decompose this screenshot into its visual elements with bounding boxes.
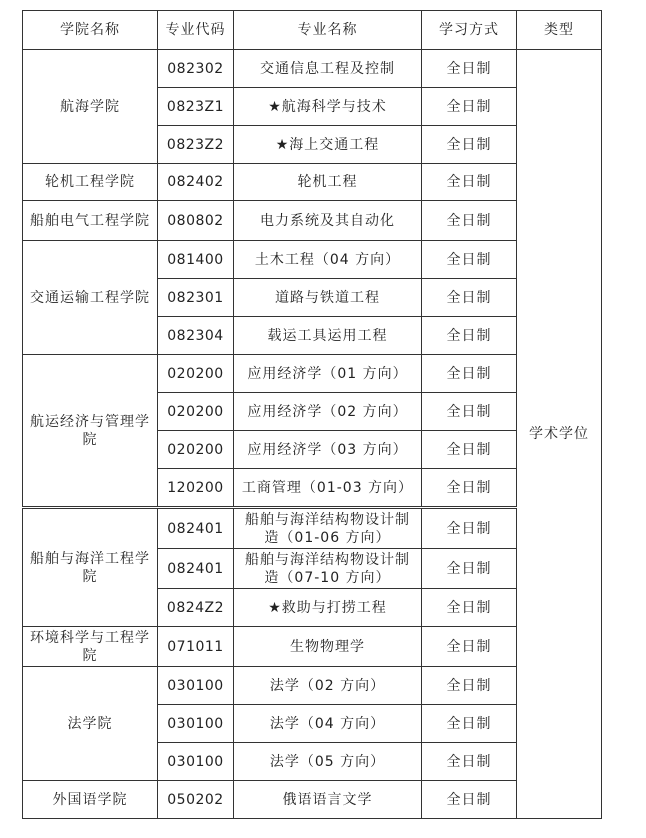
code-cell: 020200 (158, 355, 234, 393)
major-cell: 交通信息工程及控制 (234, 50, 422, 88)
table-row (23, 241, 602, 279)
code-cell: 082304 (158, 317, 234, 355)
college-cell: 船舶电气工程学院 (23, 201, 158, 241)
major-cell: 应用经济学（03 方向） (234, 431, 422, 469)
mode-cell: 全日制 (422, 667, 517, 705)
mode-cell: 全日制 (422, 164, 517, 201)
major-cell: 生物物理学 (234, 627, 422, 667)
header-code: 专业代码 (158, 11, 234, 50)
code-cell: 082401 (158, 549, 234, 589)
code-cell: 050202 (158, 781, 234, 819)
code-cell: 0824Z2 (158, 589, 234, 627)
major-cell: 法学（05 方向） (234, 743, 422, 781)
table-row (23, 627, 602, 667)
table-row (23, 355, 602, 393)
mode-cell: 全日制 (422, 201, 517, 241)
major-cell: ★海上交通工程 (234, 126, 422, 164)
college-cell: 交通运输工程学院 (23, 241, 158, 355)
major-cell: ★航海科学与技术 (234, 88, 422, 126)
mode-cell: 全日制 (422, 126, 517, 164)
code-cell: 030100 (158, 743, 234, 781)
college-cell: 航运经济与管理学院 (23, 355, 158, 508)
mode-cell: 全日制 (422, 627, 517, 667)
major-cell: 轮机工程 (234, 164, 422, 201)
major-cell: 道路与铁道工程 (234, 279, 422, 317)
mode-cell: 全日制 (422, 469, 517, 508)
college-cell: 法学院 (23, 667, 158, 781)
major-cell: ★救助与打捞工程 (234, 589, 422, 627)
table-row (23, 50, 602, 88)
table-row (23, 781, 602, 819)
code-cell: 0823Z1 (158, 88, 234, 126)
mode-cell: 全日制 (422, 508, 517, 549)
major-cell: 法学（04 方向） (234, 705, 422, 743)
type-cell: 学术学位 (517, 50, 602, 819)
major-cell: 应用经济学（02 方向） (234, 393, 422, 431)
mode-cell: 全日制 (422, 241, 517, 279)
major-cell: 船舶与海洋结构物设计制造（01-06 方向） (234, 508, 422, 549)
header-college: 学院名称 (23, 11, 158, 50)
mode-cell: 全日制 (422, 279, 517, 317)
code-cell: 080802 (158, 201, 234, 241)
code-cell: 120200 (158, 469, 234, 508)
mode-cell: 全日制 (422, 88, 517, 126)
major-cell: 载运工具运用工程 (234, 317, 422, 355)
code-cell: 071011 (158, 627, 234, 667)
code-cell: 030100 (158, 667, 234, 705)
code-cell: 081400 (158, 241, 234, 279)
mode-cell: 全日制 (422, 781, 517, 819)
major-cell: 工商管理（01-03 方向） (234, 469, 422, 508)
table-row (23, 667, 602, 705)
mode-cell: 全日制 (422, 589, 517, 627)
major-cell: 应用经济学（01 方向） (234, 355, 422, 393)
college-cell: 船舶与海洋工程学院 (23, 508, 158, 627)
mode-cell: 全日制 (422, 355, 517, 393)
mode-cell: 全日制 (422, 549, 517, 589)
table-row (23, 201, 602, 241)
table-row (23, 164, 602, 201)
college-cell: 航海学院 (23, 50, 158, 164)
mode-cell: 全日制 (422, 50, 517, 88)
major-cell: 法学（02 方向） (234, 667, 422, 705)
mode-cell: 全日制 (422, 431, 517, 469)
header-row (23, 11, 602, 50)
header-type: 类型 (517, 11, 602, 50)
code-cell: 082401 (158, 508, 234, 549)
major-cell: 俄语语言文学 (234, 781, 422, 819)
major-cell: 船舶与海洋结构物设计制造（07-10 方向） (234, 549, 422, 589)
mode-cell: 全日制 (422, 317, 517, 355)
header-mode: 学习方式 (422, 11, 517, 50)
code-cell: 082402 (158, 164, 234, 201)
table-row (23, 508, 602, 549)
mode-cell: 全日制 (422, 393, 517, 431)
college-cell: 轮机工程学院 (23, 164, 158, 201)
college-cell: 环境科学与工程学院 (23, 627, 158, 667)
code-cell: 020200 (158, 393, 234, 431)
major-cell: 土木工程（04 方向） (234, 241, 422, 279)
header-major: 专业名称 (234, 11, 422, 50)
code-cell: 020200 (158, 431, 234, 469)
code-cell: 082302 (158, 50, 234, 88)
code-cell: 030100 (158, 705, 234, 743)
majors-table (22, 10, 602, 819)
code-cell: 082301 (158, 279, 234, 317)
mode-cell: 全日制 (422, 743, 517, 781)
major-cell: 电力系统及其自动化 (234, 201, 422, 241)
college-cell: 外国语学院 (23, 781, 158, 819)
code-cell: 0823Z2 (158, 126, 234, 164)
mode-cell: 全日制 (422, 705, 517, 743)
